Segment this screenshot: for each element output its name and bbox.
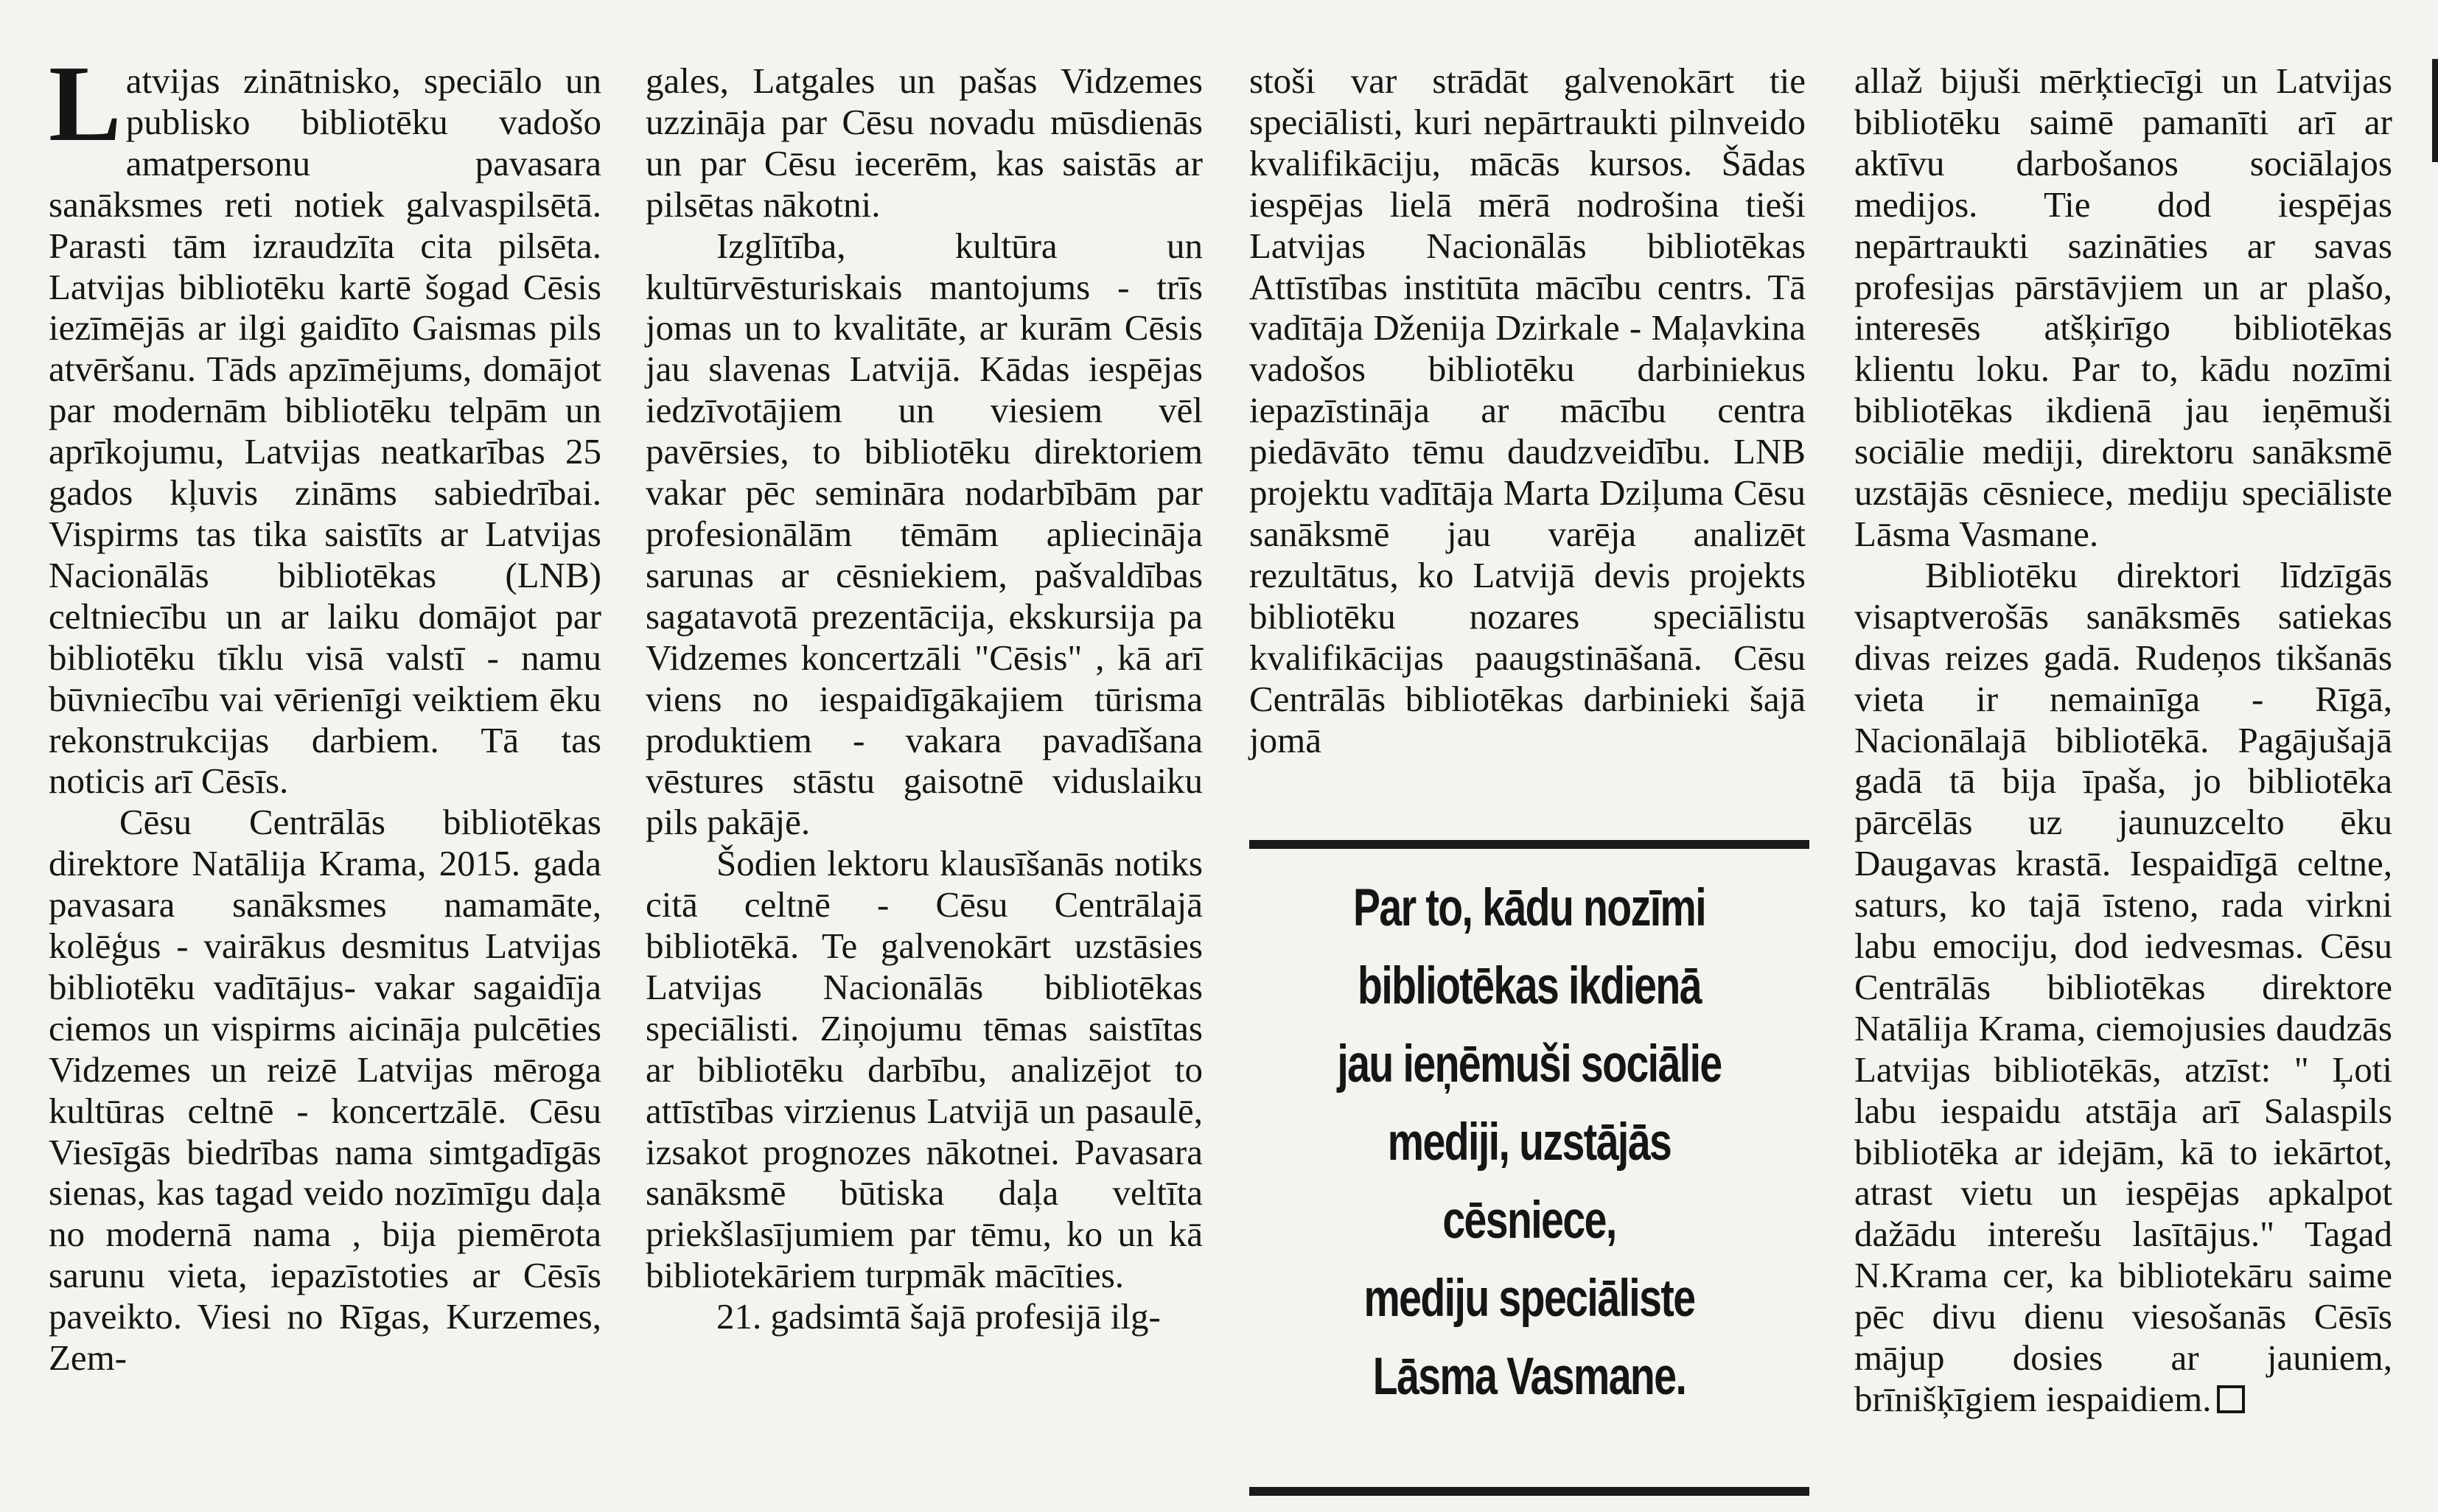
pull-quote-line: Lāsma Vasmane. xyxy=(1372,1348,1686,1406)
pull-quote xyxy=(1311,869,1748,1416)
article-column-1 xyxy=(49,43,601,1379)
article-column-2 xyxy=(646,60,1203,1337)
article-paragraph: Izglītība, kultūra un kultūrvēsturiskais mantojums - trīs jomas un to kvalitāte, ar kurām Cēsis jau slavenas Latvijā. Kādas iespējas iedzīvotājiem un viesiem vēl pavērsies, to bibliotēku direktoriem vakar pēc semināra nodarbībām par profesionālām tēmām apliecināja sarunas ar cēsniekiem, pašvaldības sagatavotā prezentācija, ekskursija pa Vidzemes koncertzāli "Cēsis" , kā arī viens no iespaidīgākajiem tūrisma produktiem - vakara pavadīšana vēstures stāstu gaisotnē viduslaiku pils pakājē. xyxy=(646,225,1203,843)
article-paragraph: stoši var strādāt galvenokārt tie speciālisti, kuri nepārtraukti pilnveido kvalifikāciju, mācās kursos. Šādas iespējas lielā mērā nodrošina tieši Latvijas Nacionālās bibliotēkas Attīstības institūta mācību centrs. Tā vadītāja Dženija Dzirkale - Maļavkina vadošos bibliotēku darbiniekus iepazīstināja ar mācību centra piedāvāto tēmu daudzveidību. LNB projektu vadītāja Marta Dziļuma Cēsu sanāksmē jau varēja analizēt rezultātus, ko Latvijā devis projekts bibliotēku nozares speciālistu kvalifikācijas paaugstināšanā. Cēsu Centrālās bibliotēkas darbinieki šajā jomā xyxy=(1249,60,1806,760)
pull-quote-line: cēsniece, xyxy=(1442,1191,1616,1250)
article-paragraph: gales, Latgales un pašas Vidzemes uzzināja par Cēsu novadu mūsdienās un par Cēsu iecerēm, kas saistās ar pilsētas nākotni. xyxy=(646,60,1203,225)
pull-quote-box xyxy=(1249,840,1809,1496)
article-column-3 xyxy=(1249,60,1806,760)
pull-quote-line: bibliotēkas ikdienā xyxy=(1358,957,1701,1015)
article-paragraph: Šodien lektoru klausīšanās notiks citā celtnē - Cēsu Centrālajā bibliotēkā. Te galvenokārt uzstāsies Latvijas Nacionālās bibliotēkas speciālisti. Ziņojumu tēmas saistītas ar bibliotēku darbību, analizējot to attīstības virzienus Latvijā un pasaulē, izsakot prognozes nākotnei. Pavasara sanāksmē būtiska daļa veltīta priekšlasījumiem par tēmu, ko un kā bibliotekāriem turpmāk mācīties. xyxy=(646,843,1203,1296)
article-paragraph: Bibliotēku direktori līdzīgās visaptverošās sanāksmēs satiekas divas reizes gadā. Rudeņos tikšanās vieta ir nemainīga - Rīgā, Nacionālajā bibliotēkā. Pagājušajā gadā tā bija īpaša, jo bibliotēka pārcēlās uz jaunuzcelto ēku Daugavas krastā. Iespaidīgā celtne, saturs, ko tajā īsteno, rada virkni labu emociju, dod iedvesmas. Cēsu Centrālās bibliotēkas direktore Natālija Krama, ciemojusies daudzās Latvijas bibliotēkās, atzīst: " Ļoti labu iespaidu atstāja arī Salaspils bibliotēka ar idejām, kā to iekārtot, atrast vietu un iespējas apkalpot dažādu interešu lasītājus." Tagad N.Krama cer, ka bibliotekāru saime pēc divu dienu viesošanās Cēsīs mājup dosies ar jauniem, brīnišķīgiem iespaidiem. xyxy=(1854,554,2392,1419)
article-paragraph: Latvijas zinātnisko, speciālo un publisko bibliotēku vadošo amatpersonu pavasara sanāksmes reti notiek galvaspilsētā. Parasti tām izraudzīta cita pilsēta. Latvijas bibliotēku kartē šogad Cēsis iezīmējās ar ilgi gaidīto Gaismas pils atvēršanu. Tāds apzīmējums, domājot par modernām bibliotēku telpām un aprīkojumu, Latvijas neatkarības 25 gados kļuvis zināms sabiedrībai. Vispirms tas tika saistīts ar Latvijas Nacionālās bibliotēkas (LNB) celtniecību un ar laiku domājot par bibliotēku tīklu visā valstī - namu būvniecību vai vērienīgi veiktiem ēku rekonstrukcijas darbiem. Tā tas noticis arī Cēsīs. xyxy=(49,43,601,802)
article-paragraph: Cēsu Centrālās bibliotēkas direktore Natālija Krama, 2015. gada pavasara sanāksmes namamāte, kolēģus - vairākus desmitus Latvijas bibliotēku vadītājus- vakar sagaidīja ciemos un vispirms aicināja pulcēties Vidzemes un reizē Latvijas mēroga kultūras celtnē - koncertzālē. Cēsu Viesīgās biedrības nama simtgadīgās sienas, kas tagad veido nozīmīgu daļa no modernā nama , bija piemērota sarunu vieta, iepazīstoties ar Cēsīs paveikto. Viesi no Rīgas, Kurzemes, Zem- xyxy=(49,802,601,1379)
article-paragraph: 21. gadsimtā šajā profesijā ilg- xyxy=(716,1296,1161,1337)
drop-cap: L xyxy=(49,43,122,164)
pull-quote-line: mediju speciāliste xyxy=(1363,1270,1695,1328)
pull-quote-line: Par to, kādu nozīmi xyxy=(1352,879,1706,937)
pull-quote-bottom-rule xyxy=(1249,1487,1809,1496)
pull-quote-line: mediji, uzstājās xyxy=(1387,1113,1672,1172)
article-column-4 xyxy=(1854,60,2392,1420)
pull-quote-line: jau ieņēmuši sociālie xyxy=(1337,1035,1722,1093)
pull-quote-top-rule xyxy=(1249,840,1809,849)
article-paragraph: allaž bijuši mērķtiecīgi un Latvijas bibliotēku saimē pamanīti arī ar aktīvu darbošanos sociālajos medijos. Tie dod iespējas nepārtraukti sazināties ar savas profesijas pārstāvjiem un ar plašo, interesēs atšķirīgo bibliotēkas klientu loku. Par to, kādu nozīmi bibliotēkas ikdienā jau ieņēmuši sociālie mediji, direktoru sanāksmē uzstājās cēsniece, mediju speciāliste Lāsma Vasmane. xyxy=(1854,60,2392,554)
end-mark-icon xyxy=(2217,1385,2245,1413)
page-edge-mark xyxy=(2432,59,2438,162)
